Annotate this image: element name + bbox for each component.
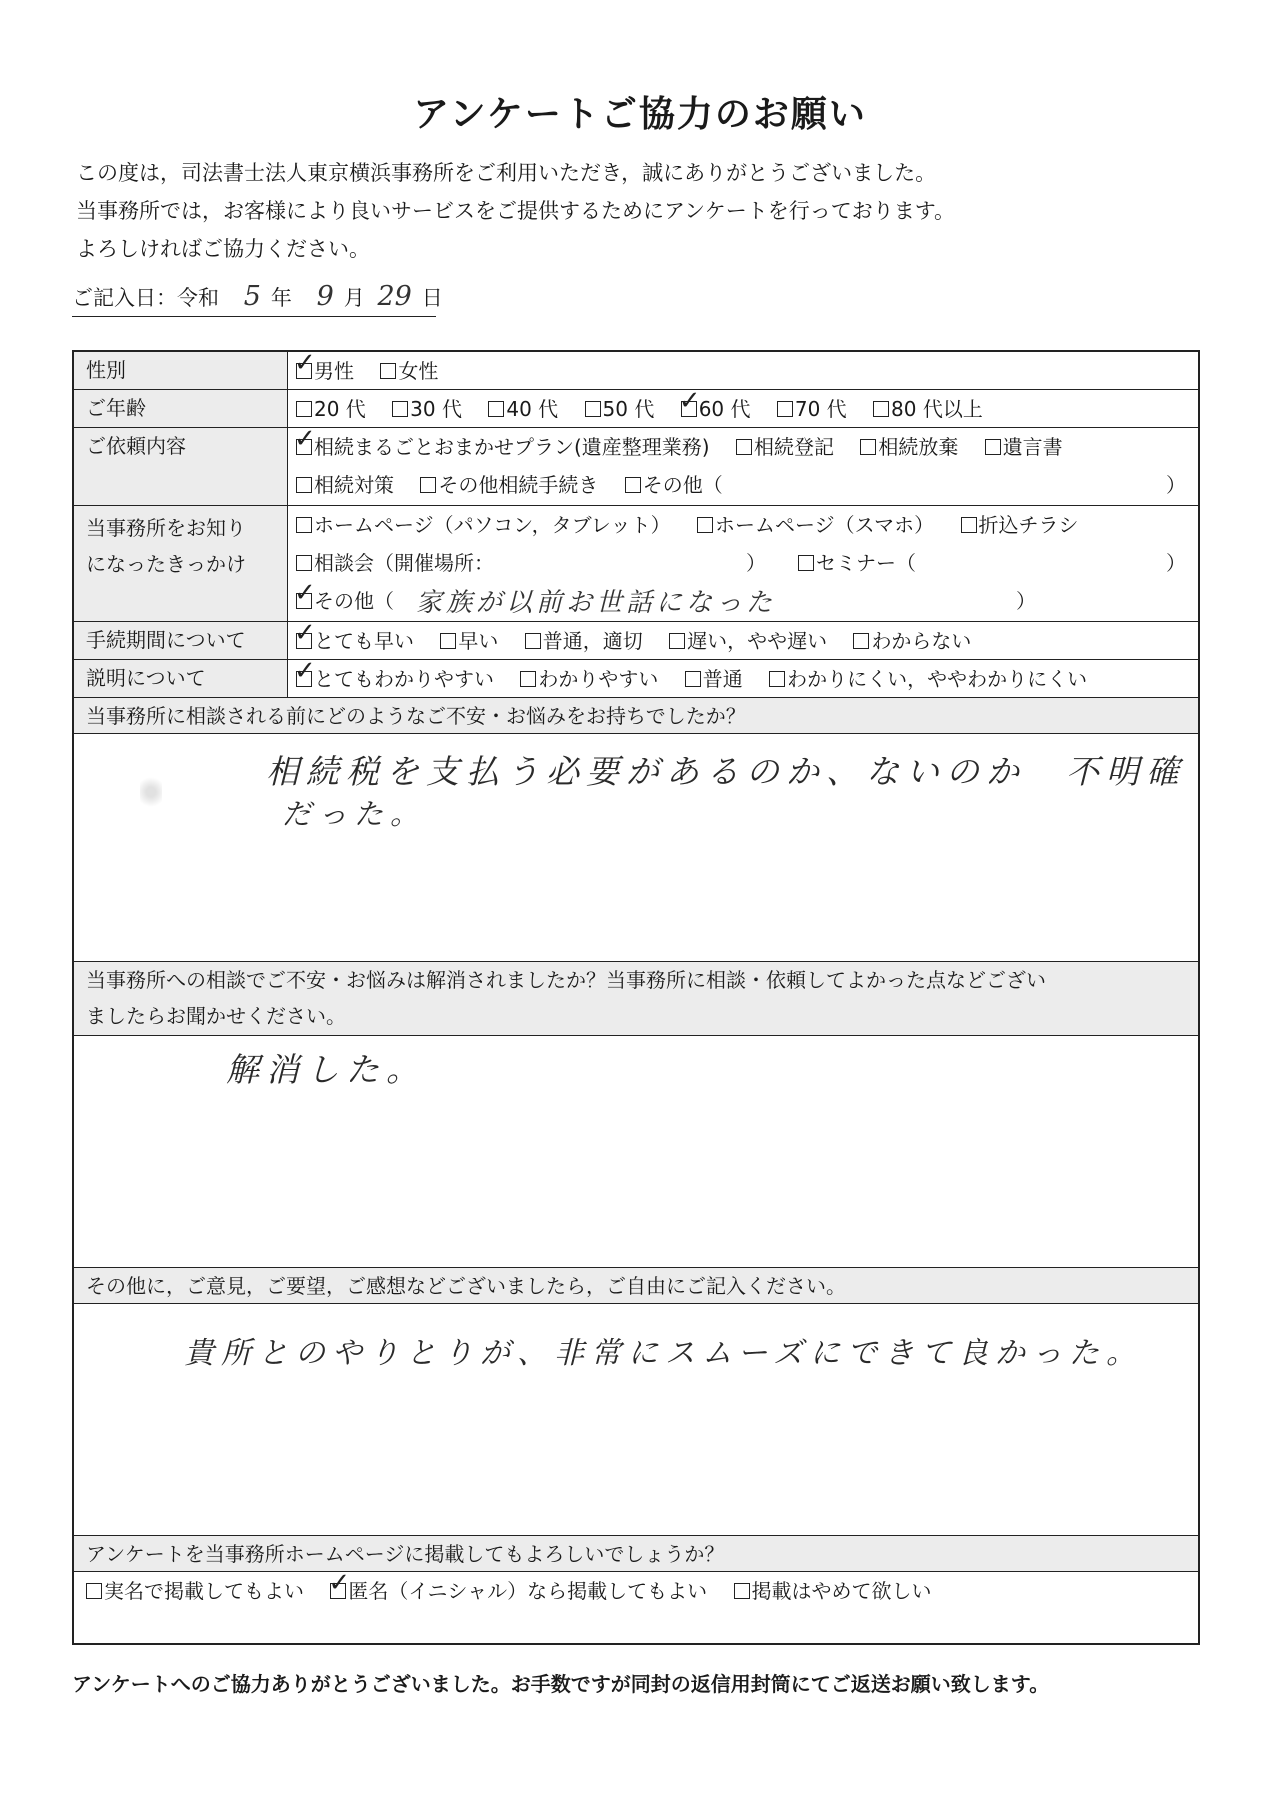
q3-answer-text: 貴所とのやりとりが、非常にスムーズにできて良かった。 xyxy=(184,1336,1143,1371)
source-row xyxy=(74,506,1198,622)
option-homepage-pc[interactable]: ホームページ（パソコン，タブレット） xyxy=(296,506,671,544)
checkbox[interactable] xyxy=(328,1568,351,1599)
checkbox[interactable] xyxy=(86,1583,102,1599)
age-row xyxy=(74,386,1198,428)
age-label: ご年齢 xyxy=(74,390,288,427)
survey-form xyxy=(72,350,1200,1645)
checkbox[interactable] xyxy=(294,424,316,455)
checkbox[interactable] xyxy=(294,348,316,379)
check-mark-icon: ✓ xyxy=(294,656,316,686)
option-normal[interactable]: 普通，適切 xyxy=(525,622,643,660)
checkbox[interactable] xyxy=(440,633,456,649)
source-label: 当事務所をお知り になったきっかけ xyxy=(74,506,288,621)
checkbox[interactable] xyxy=(296,401,312,417)
date-day-unit: 日 xyxy=(421,286,443,310)
option-renunciation[interactable]: 相続放棄 xyxy=(860,428,958,466)
checkbox[interactable] xyxy=(296,517,312,533)
option-60s[interactable]: ✓ 60 代 xyxy=(678,386,751,421)
request-options xyxy=(294,424,1190,505)
checkbox[interactable] xyxy=(392,401,408,417)
gender-options xyxy=(294,348,1190,389)
option-flyer[interactable]: 折込チラシ xyxy=(961,506,1079,544)
option-female[interactable]: 女性 xyxy=(380,352,438,390)
scan-smudge xyxy=(140,770,162,814)
q1-answer[interactable] xyxy=(74,734,1198,962)
q1-answer-line2: だった。 xyxy=(282,797,427,831)
option-40s[interactable]: 40 代 xyxy=(488,390,558,428)
q2-answer-text: 解消した。 xyxy=(226,1050,426,1089)
q3-question: その他に，ご意見，ご要望，ご感想などございましたら，ご自由にご記入ください。 xyxy=(74,1268,1198,1304)
option-homepage-phone[interactable]: ホームページ（スマホ） xyxy=(697,506,934,544)
checkbox[interactable] xyxy=(296,477,312,493)
option-very-clear[interactable]: ✓ とてもわかりやすい xyxy=(294,656,494,691)
option-full-plan[interactable]: ✓ 相続まるごとおまかせプラン(遺産整理業務) xyxy=(294,424,710,459)
period-row xyxy=(74,618,1198,660)
gender-row xyxy=(74,348,1198,390)
q1-answer-line1: 相続税を支払う必要があるのか、ないのか 不明確 xyxy=(266,752,1186,791)
intro-line: 当事務所では，お客様により良いサービスをご提供するためにアンケートを行っております。 xyxy=(76,199,956,223)
intro-line: よろしければご協力ください。 xyxy=(76,237,370,261)
option-normal-expl[interactable]: 普通 xyxy=(685,660,743,698)
checkbox[interactable] xyxy=(777,401,793,417)
date-prefix: ご記入日：令和 xyxy=(72,286,219,310)
date-year-unit: 年 xyxy=(270,286,292,310)
age-options xyxy=(296,386,1190,427)
period-label: 手続期間について xyxy=(74,622,288,659)
option-70s[interactable]: 70 代 xyxy=(777,390,847,428)
option-seminar[interactable]: セミナー（ xyxy=(798,544,916,582)
entry-date xyxy=(72,278,443,317)
option-planning[interactable]: 相続対策 xyxy=(296,466,394,504)
checkbox[interactable] xyxy=(734,1583,750,1599)
date-day[interactable]: 29 xyxy=(377,281,412,312)
option-unknown[interactable]: わからない xyxy=(853,622,971,660)
publish-question: アンケートを当事務所ホームページに掲載してもよろしいでしょうか？ xyxy=(74,1536,1198,1572)
option-80s-plus[interactable]: 80 代以上 xyxy=(873,390,983,428)
check-mark-icon: ✓ xyxy=(678,386,701,416)
checkbox[interactable] xyxy=(678,386,701,417)
intro-text xyxy=(76,154,955,268)
explanation-label: 説明について xyxy=(74,660,288,697)
option-male[interactable]: ✓ 男性 xyxy=(294,348,354,383)
close-paren: ） xyxy=(1016,589,1036,613)
q2-answer[interactable] xyxy=(74,1036,1198,1268)
checkbox[interactable] xyxy=(685,671,701,687)
option-no-publish[interactable]: 掲載はやめて欲しい xyxy=(734,1572,932,1610)
checkbox[interactable] xyxy=(525,633,541,649)
checkbox[interactable] xyxy=(736,439,752,455)
checkbox[interactable] xyxy=(860,439,876,455)
close-paren: ） xyxy=(1166,473,1186,497)
q3-answer[interactable] xyxy=(74,1304,1198,1536)
checkbox[interactable] xyxy=(380,363,396,379)
date-month-unit: 月 xyxy=(343,286,365,310)
explanation-options xyxy=(294,656,1190,697)
intro-line: この度は，司法書士法人東京横浜事務所をご利用いただき，誠にありがとうございました。 xyxy=(76,161,937,185)
gender-label: 性別 xyxy=(74,352,288,389)
page-title: アンケートご協力のお願い xyxy=(413,94,867,135)
option-will[interactable]: 遺言書 xyxy=(985,428,1063,466)
checkbox[interactable] xyxy=(585,401,601,417)
option-registration[interactable]: 相続登記 xyxy=(736,428,834,466)
option-very-fast[interactable]: ✓ とても早い xyxy=(294,618,414,653)
request-label: ご依頼内容 xyxy=(74,428,288,505)
checkbox[interactable] xyxy=(669,633,685,649)
checkbox[interactable] xyxy=(853,633,869,649)
request-row xyxy=(74,424,1198,506)
date-year[interactable]: 5 xyxy=(243,281,261,312)
footer-thanks: アンケートへのご協力ありがとうございました。お手数ですが同封の返信用封筒にてご返送お願い致します。 xyxy=(72,1672,1050,1696)
check-mark-icon: ✓ xyxy=(294,578,316,608)
checkbox[interactable] xyxy=(294,656,316,687)
checkbox[interactable] xyxy=(296,555,312,571)
checkbox[interactable] xyxy=(488,401,504,417)
option-other-procedures[interactable]: その他相続手続き xyxy=(420,466,598,504)
publish-options xyxy=(74,1568,1198,1612)
option-other[interactable]: その他（ xyxy=(625,466,723,504)
checkbox[interactable] xyxy=(798,555,814,571)
source-options xyxy=(296,506,1190,621)
close-paren: ） xyxy=(746,551,766,575)
option-fast[interactable]: 早い xyxy=(440,622,498,660)
option-30s[interactable]: 30 代 xyxy=(392,390,462,428)
check-mark-icon: ✓ xyxy=(294,424,316,454)
check-mark-icon: ✓ xyxy=(328,1568,351,1598)
checkbox[interactable] xyxy=(520,671,536,687)
checkbox[interactable] xyxy=(625,477,641,493)
q2-question: 当事務所への相談でご不安・お悩みは解消されましたか？当事務所に相談・依頼してよかった点などござい ましたらお聞かせください。 xyxy=(74,962,1198,1036)
check-mark-icon: ✓ xyxy=(294,348,316,378)
option-consultation[interactable]: 相談会（開催場所： xyxy=(296,544,494,582)
option-anonymous[interactable]: ✓ 匿名（イニシャル）なら掲載してもよい xyxy=(328,1568,708,1603)
checkbox[interactable] xyxy=(961,517,977,533)
checkbox[interactable] xyxy=(769,671,785,687)
explanation-row xyxy=(74,656,1198,698)
checkbox[interactable] xyxy=(985,439,1001,455)
checkbox[interactable] xyxy=(873,401,889,417)
option-50s[interactable]: 50 代 xyxy=(585,390,655,428)
q1-question: 当事務所に相談される前にどのようなご不安・お悩みをお持ちでしたか？ xyxy=(74,698,1198,734)
date-month[interactable]: 9 xyxy=(316,281,334,312)
option-slow[interactable]: 遅い，やや遅い xyxy=(669,622,827,660)
period-options xyxy=(294,618,1190,659)
close-paren: ） xyxy=(1166,551,1186,575)
option-20s[interactable]: 20 代 xyxy=(296,390,366,428)
checkbox[interactable] xyxy=(294,578,316,609)
check-mark-icon: ✓ xyxy=(294,618,316,648)
option-source-other[interactable]: ✓ その他（ xyxy=(294,578,394,613)
checkbox[interactable] xyxy=(697,517,713,533)
checkbox[interactable] xyxy=(420,477,436,493)
option-unclear[interactable]: わかりにくい，ややわかりにくい xyxy=(769,660,1087,698)
option-clear[interactable]: わかりやすい xyxy=(520,660,658,698)
option-real-name[interactable]: 実名で掲載してもよい xyxy=(86,1572,304,1610)
handwritten-other-source: 家族が以前お世話になった xyxy=(416,588,777,618)
checkbox[interactable] xyxy=(294,618,316,649)
